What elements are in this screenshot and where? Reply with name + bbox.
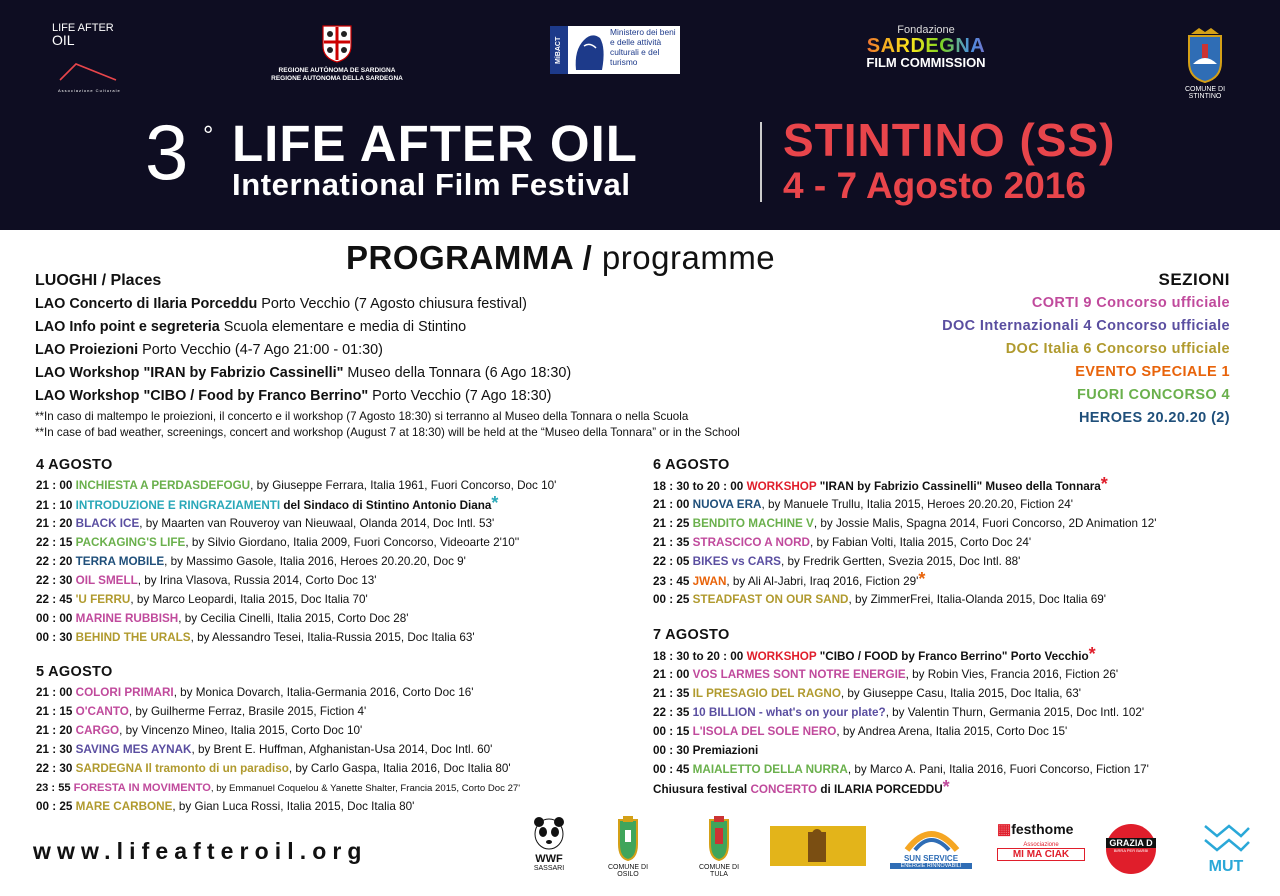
row-time: 21 : 10: [36, 499, 73, 512]
place-detail: Porto Vecchio (7 Agosto chiusura festival): [257, 296, 527, 312]
row-time: 00 : 30: [36, 631, 73, 644]
row-time: 21 : 15: [36, 705, 73, 718]
mimaciak-label-a: Associazione: [1023, 842, 1059, 848]
section-corti: CORTI 9 Concorso ufficiale: [1031, 295, 1230, 311]
row-time: 18 : 30 to 20 : 00: [653, 480, 744, 493]
row-details: , by Valentin Thurn, Germania 2015, Doc Intl. 102': [885, 706, 1145, 719]
program-row: [653, 536, 1031, 550]
program-row: [653, 668, 1118, 682]
programma-normal: programme: [592, 239, 776, 276]
row-time: 00 : 25: [653, 593, 690, 606]
lao-logo-line2: OIL: [52, 32, 75, 48]
lao-logo-assoc: Associazione Culturale: [58, 88, 121, 93]
row-time: 23 : 45: [653, 575, 690, 588]
star-icon: *: [1088, 644, 1096, 664]
program-row: [36, 781, 520, 796]
row-title: CARGO: [75, 724, 120, 737]
row-details: "CIBO / FOOD by Franco Berrino" Porto Vecchio: [816, 650, 1089, 663]
sun-service-label: SUN SERVICE: [903, 854, 959, 863]
mut-logo: [1198, 820, 1254, 875]
day-heading-4-agosto: 4 AGOSTO: [36, 457, 113, 473]
fsfc-line2: SARDEGNA: [852, 36, 1000, 56]
sardegna-crest-icon: [320, 22, 354, 64]
mibact-logo: [550, 26, 680, 74]
star-icon: *: [491, 493, 499, 513]
row-details: , by Fabian Volti, Italia 2015, Corto Doc 24': [809, 536, 1032, 549]
row-title: IL PRESAGIO DEL RAGNO: [692, 687, 841, 700]
place-item: [35, 365, 571, 381]
sardegna-film-commission-logo: [852, 24, 1000, 70]
row-details: , by Ali Al-Jabri, Iraq 2016, Fiction 29': [726, 575, 919, 588]
row-title: SAVING MES AYNAK: [75, 743, 192, 756]
place-item: [35, 319, 466, 335]
program-row: [36, 479, 556, 493]
title-divider: [760, 122, 762, 202]
sponsor-figure-icon: [770, 826, 866, 866]
program-row: [653, 474, 1108, 494]
place-name: LAO Workshop "CIBO / Food by Franco Berrino": [35, 388, 369, 404]
section-evento-speciale: EVENTO SPECIALE 1: [1075, 364, 1230, 380]
place-detail: Scuola elementare e media di Stintino: [219, 319, 467, 335]
row-title: WORKSHOP: [746, 480, 817, 493]
comune-stintino-label: COMUNE DI STINTINO: [1184, 86, 1226, 100]
star-icon: *: [918, 569, 926, 589]
row-time: 21 : 20: [36, 517, 73, 530]
row-title: PACKAGING'S LIFE: [75, 536, 186, 549]
grazia-logo: [1106, 824, 1156, 874]
row-time: 00 : 30: [653, 744, 690, 757]
row-details: , by Giuseppe Ferrara, Italia 1961, Fuori Concorso, Doc 10': [250, 479, 557, 492]
program-row: [653, 555, 1020, 569]
row-details: , by ZimmerFrei, Italia-Olanda 2015, Doc Italia 69': [848, 593, 1106, 606]
regione-sardegna-logo: [262, 22, 412, 83]
row-title: INTRODUZIONE E RINGRAZIAMENTI: [75, 499, 281, 512]
website-link[interactable]: www.lifeafteroil.org: [33, 838, 368, 864]
festival-place: STINTINO (SS): [783, 114, 1116, 166]
row-time: 22 : 15: [36, 536, 73, 549]
row-title: FORESTA IN MOVIMENTO: [73, 782, 211, 794]
row-time: 21 : 00: [36, 686, 73, 699]
row-details: , by Fredrik Gertten, Svezia 2015, Doc Intl. 88': [780, 555, 1021, 568]
place-item: [35, 388, 551, 404]
mut-label: MUT: [1208, 858, 1244, 875]
row-details: , by Marco Leopardi, Italia 2015, Doc Italia 70': [130, 593, 368, 606]
lao-logo-line1: LIFE AFTER: [52, 22, 114, 34]
wwf-logo: [526, 812, 572, 872]
regione-line1: REGIONE AUTÒNOMA DE SARDIGNA: [278, 67, 396, 74]
program-row: [36, 593, 368, 607]
row-time: 21 : 00: [36, 479, 73, 492]
place-item: [35, 342, 383, 358]
edition-degree: °: [203, 120, 214, 150]
day-heading-6-agosto: 6 AGOSTO: [653, 457, 730, 473]
comune-tula-logo: [693, 814, 745, 878]
festhome-text: festhome: [1011, 821, 1074, 837]
row-time: 00 : 25: [36, 800, 73, 813]
section-doc-italia: DOC Italia 6 Concorso ufficiale: [1005, 341, 1230, 357]
row-time: 22 : 20: [36, 555, 73, 568]
comune-osilo-logo: [603, 814, 653, 878]
row-details: , by Robin Vies, Francia 2016, Fiction 26': [905, 668, 1119, 681]
sun-service-logo: [890, 818, 972, 869]
row-time: 23 : 55: [36, 782, 71, 794]
place-name: LAO Proiezioni: [35, 342, 139, 358]
fsfc-line1: Fondazione: [897, 24, 955, 36]
mibact-text: Ministero dei beni e delle attività culturali e del turismo: [610, 27, 676, 67]
weather-note-it: **In caso di maltempo le proiezioni, il concerto e il workshop (7 Agosto 18:30) si terranno al Museo della Tonnara o nella Scuola: [35, 410, 689, 423]
program-row: [36, 612, 408, 626]
osilo-crest-icon: [611, 814, 645, 862]
panda-icon: [529, 812, 569, 852]
row-title: VOS LARMES SONT NOTRE ENERGIE: [692, 668, 906, 681]
festival-subtitle: International Film Festival: [232, 167, 631, 202]
festhome-icon: ▦: [997, 821, 1012, 838]
row-title: JWAN: [692, 575, 727, 588]
grazia-sub: BIRRA PER BARBI: [1113, 848, 1149, 853]
program-row: [653, 725, 1067, 739]
place-name: LAO Workshop "IRAN by Fabrizio Cassinelli": [35, 365, 344, 381]
row-time: 22 : 30: [36, 762, 73, 775]
row-details: , by Emmanuel Coquelou & Yanette Shalter, Francia 2015, Corto Doc 27': [210, 783, 521, 794]
row-title: Premiazioni: [692, 744, 759, 757]
program-row: [653, 569, 926, 589]
row-details: , by Monica Dovarch, Italia-Germania 2016, Corto Doc 16': [173, 686, 474, 699]
row-time: 21 : 00: [653, 498, 690, 511]
sun-service-sub: ENERGIE RINNOVABILI: [890, 863, 972, 869]
program-row: [36, 631, 475, 645]
comune-stintino-logo: [1170, 24, 1240, 100]
program-row: [36, 574, 376, 588]
row-time: 21 : 35: [653, 536, 690, 549]
row-time: 22 : 05: [653, 555, 690, 568]
program-row: [36, 536, 519, 550]
mimaciak-label-b: MI MA CIAK: [997, 848, 1085, 861]
weather-note-en: **In case of bad weather, screenings, concert and workshop (August 7 at 18:30) will be held at the “Museo della Tonnara” or in the School: [35, 426, 740, 439]
program-row: [653, 687, 1081, 701]
section-fuori-concorso: FUORI CONCORSO 4: [1076, 387, 1230, 403]
row-details: , by Giuseppe Casu, Italia 2015, Doc Italia, 63': [840, 687, 1081, 700]
programma-heading: [346, 238, 775, 278]
program-row: [653, 593, 1106, 607]
festival-dates: 4 - 7 Agosto 2016: [783, 165, 1086, 206]
tula-label: COMUNE DI TULA: [698, 864, 740, 878]
row-details: "IRAN by Fabrizio Cassinelli" Museo della Tonnara: [816, 480, 1101, 493]
row-time: 22 : 35: [653, 706, 690, 719]
star-icon: *: [942, 777, 950, 797]
regione-line2: REGIONE AUTONOMA DELLA SARDEGNA: [271, 75, 403, 82]
row-title: WORKSHOP: [746, 650, 817, 663]
closing-row: [653, 777, 950, 797]
closing-concert: CONCERTO: [750, 783, 818, 796]
row-title: INCHIESTA A PERDASDEFOGU: [75, 479, 251, 492]
row-title: STEADFAST ON OUR SAND: [692, 593, 849, 606]
programma-bold: PROGRAMMA /: [346, 239, 593, 276]
place-name: LAO Info point e segreteria: [35, 319, 220, 335]
row-details: , by Cecilia Cinelli, Italia 2015, Corto Doc 28': [178, 612, 409, 625]
place-item: [35, 296, 527, 312]
sponsor-yellow-logo: [770, 826, 866, 866]
row-title: BIKES vs CARS: [692, 555, 781, 568]
mut-pattern-icon: [1201, 820, 1251, 854]
row-time: 00 : 00: [36, 612, 73, 625]
row-time: 21 : 00: [653, 668, 690, 681]
lao-triangle-icon: [58, 60, 120, 82]
row-title: BENDITO MACHINE V: [692, 517, 814, 530]
program-row: [36, 743, 492, 757]
row-title: MARE CARBONE: [75, 800, 173, 813]
program-row: [36, 493, 499, 513]
program-row: [36, 555, 466, 569]
row-time: 00 : 45: [653, 763, 690, 776]
row-details: , by Marco A. Pani, Italia 2016, Fuori Concorso, Fiction 17': [847, 763, 1149, 776]
row-time: 00 : 15: [653, 725, 690, 738]
row-details: del Sindaco di Stintino Antonio Diana: [280, 499, 492, 512]
row-title: MARINE RUBBISH: [75, 612, 179, 625]
tula-crest-icon: [702, 814, 736, 862]
row-title: NUOVA ERA: [692, 498, 762, 511]
row-details: , by Brent E. Huffman, Afghanistan-Usa 2014, Doc Intl. 60': [191, 743, 493, 756]
program-row: [653, 706, 1144, 720]
luoghi-heading: LUOGHI / Places: [35, 272, 162, 289]
row-time: 21 : 25: [653, 517, 690, 530]
row-title: BLACK ICE: [75, 517, 140, 530]
row-time: 21 : 30: [36, 743, 73, 756]
star-icon: *: [1100, 474, 1108, 494]
row-details: , by Manuele Trullu, Italia 2015, Heroes 20.20.20, Fiction 24': [761, 498, 1073, 511]
place-name: LAO Concerto di Ilaria Porceddu: [35, 296, 258, 312]
row-details: , by Andrea Arena, Italia 2015, Corto Doc 15': [836, 725, 1068, 738]
section-heroes: HEROES 20.20.20 (2): [1078, 410, 1230, 426]
row-details: , by Irina Vlasova, Russia 2014, Corto Doc 13': [137, 574, 377, 587]
day-heading-5-agosto: 5 AGOSTO: [36, 664, 113, 680]
row-details: , by Massimo Gasole, Italia 2016, Heroes 20.20.20, Doc 9': [164, 555, 466, 568]
program-row: [653, 498, 1073, 512]
row-title: BEHIND THE URALS: [75, 631, 191, 644]
row-title: STRASCICO A NORD: [692, 536, 810, 549]
osilo-label: COMUNE DI OSILO: [607, 864, 649, 878]
row-title: 10 BILLION - what's on your plate?: [692, 706, 886, 719]
row-title: COLORI PRIMARI: [75, 686, 174, 699]
program-row: [36, 705, 366, 719]
row-details: , by Silvio Giordano, Italia 2009, Fuori Concorso, Videoarte 2'10'': [185, 536, 520, 549]
program-row: [36, 762, 511, 776]
row-title: L'ISOLA DEL SOLE NERO: [692, 725, 837, 738]
row-time: 21 : 20: [36, 724, 73, 737]
program-row: [36, 517, 494, 531]
program-row: [653, 763, 1149, 777]
row-title: O'CANTO: [75, 705, 129, 718]
place-detail: Porto Vecchio (4-7 Ago 21:00 - 01:30): [138, 342, 383, 358]
row-details: , by Alessandro Tesei, Italia-Russia 2015, Doc Italia 63': [190, 631, 475, 644]
row-title: TERRA MOBILE: [75, 555, 165, 568]
program-row: [653, 744, 758, 758]
row-title: OIL SMELL: [75, 574, 138, 587]
festhome-logo: [997, 820, 1085, 861]
program-row: [36, 800, 414, 814]
place-detail: Museo della Tonnara (6 Ago 18:30): [343, 365, 572, 381]
festhome-label: [997, 820, 1085, 838]
sezioni-heading: SEZIONI: [1158, 270, 1230, 289]
program-row: [653, 517, 1157, 531]
row-title: MAIALETTO DELLA NURRA: [692, 763, 848, 776]
place-detail: Porto Vecchio (7 Ago 18:30): [368, 388, 552, 404]
wwf-city: SASSARI: [533, 865, 565, 872]
row-title: SARDEGNA Il tramonto di un paradiso: [75, 762, 289, 775]
row-details: , by Gian Luca Rossi, Italia 2015, Doc Italia 80': [172, 800, 415, 813]
closing-artist: di ILARIA PORCEDDU: [817, 783, 943, 796]
lao-logo: [52, 22, 121, 93]
section-doc-internazionali: DOC Internazionali 4 Concorso ufficiale: [942, 318, 1230, 334]
mibact-statue-icon: [570, 30, 608, 72]
row-time: 22 : 45: [36, 593, 73, 606]
festival-title: LIFE AFTER OIL: [232, 115, 638, 172]
row-time: 22 : 30: [36, 574, 73, 587]
program-row: [36, 686, 473, 700]
grazia-label: GRAZIA D: [1106, 838, 1156, 848]
day-heading-7-agosto: 7 AGOSTO: [653, 627, 730, 643]
sun-icon: [901, 818, 961, 852]
edition-number: 3: [145, 108, 189, 196]
row-time: 18 : 30 to 20 : 00: [653, 650, 744, 663]
row-title: 'U FERRU: [75, 593, 131, 606]
stintino-crest-icon: [1183, 24, 1227, 84]
row-details: , by Maarten van Rouveroy van Nieuwaal, Olanda 2014, Doc Intl. 53': [139, 517, 495, 530]
mibact-band: MiBACT: [550, 26, 568, 74]
program-row: [36, 724, 362, 738]
fsfc-line3: FILM COMMISSION: [866, 55, 986, 70]
row-details: , by Carlo Gaspa, Italia 2016, Doc Italia 80': [288, 762, 511, 775]
wwf-label: WWF: [535, 853, 563, 865]
row-time: 21 : 35: [653, 687, 690, 700]
program-row: [653, 644, 1096, 664]
row-details: , by Vincenzo Mineo, Italia 2015, Corto Doc 10': [119, 724, 363, 737]
row-details: , by Guilherme Ferraz, Brasile 2015, Fiction 4': [128, 705, 367, 718]
row-details: , by Jossie Malis, Spagna 2014, Fuori Concorso, 2D Animation 12': [813, 517, 1157, 530]
closing-label: Chiusura festival: [653, 783, 748, 796]
